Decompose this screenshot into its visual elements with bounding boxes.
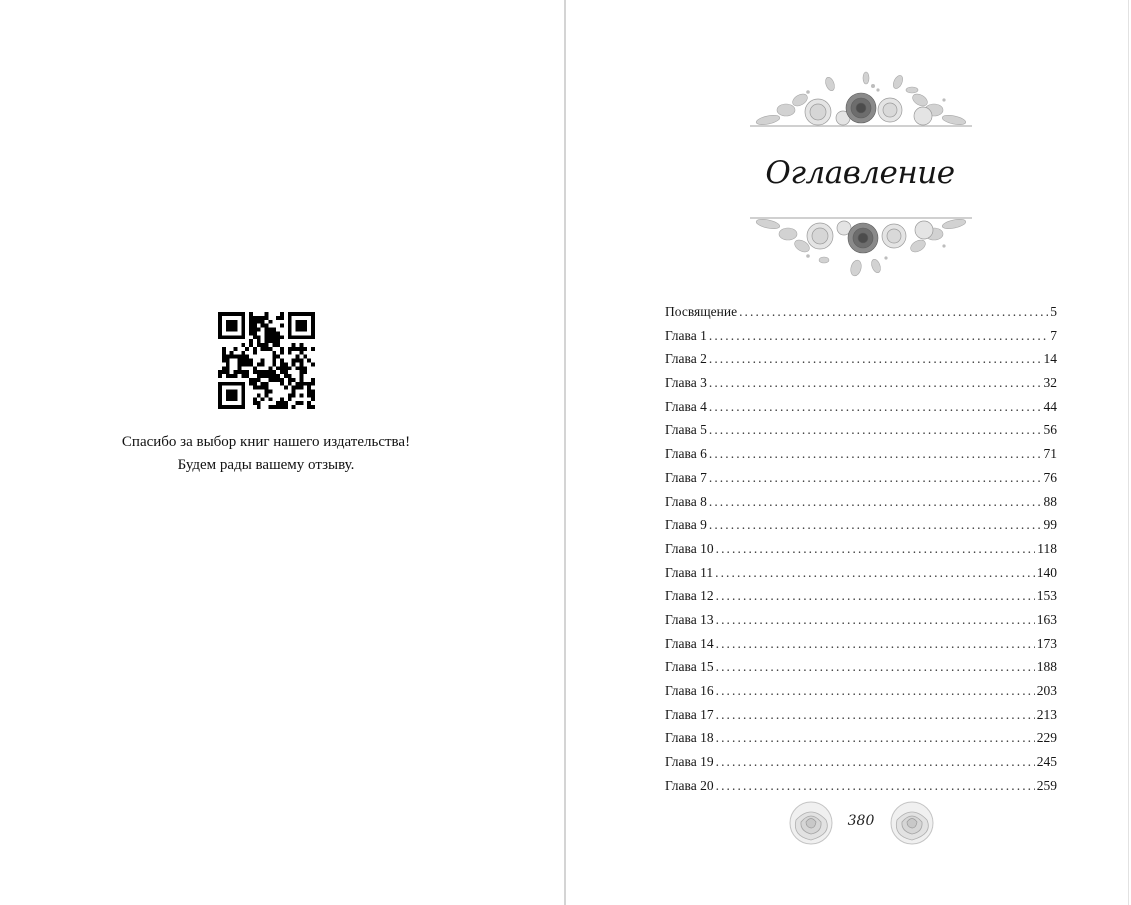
toc-entry-page: 259 [1036, 777, 1057, 793]
toc-entry-page: 71 [1043, 446, 1057, 462]
toc-entry-page: 44 [1043, 398, 1057, 414]
toc-entry-label: Глава 3 [665, 375, 707, 391]
toc-entry-page: 229 [1036, 730, 1057, 746]
floral-ornament-icon [748, 212, 974, 278]
toc-entry-label: Глава 10 [665, 540, 714, 556]
toc-leader-dots [716, 703, 1035, 727]
toc-entry-label: Глава 17 [665, 706, 714, 722]
toc-entry-page: 163 [1036, 611, 1057, 627]
toc-leader-dots [716, 679, 1035, 703]
toc-entry[interactable] [665, 655, 1057, 679]
toc-entry-label: Посвящение [665, 304, 738, 319]
toc-entry-label: Глава 4 [665, 398, 707, 414]
toc-entry[interactable] [665, 584, 1057, 608]
toc-leader-dots [709, 442, 1042, 466]
toc-entry-label: Глава 5 [665, 422, 707, 438]
toc-entry-page: 56 [1043, 422, 1057, 438]
toc-entry[interactable] [665, 324, 1057, 348]
toc-entry-label: Глава 9 [665, 517, 707, 533]
toc-entry[interactable] [665, 442, 1057, 466]
thanks-line-1: Спасибо за выбор книг нашего издательства! [121, 434, 411, 450]
toc-entry[interactable] [665, 750, 1057, 774]
toc-leader-dots [716, 774, 1035, 798]
thanks-line-2: Будем рады вашему отзыву. [177, 457, 355, 473]
toc-leader-dots [716, 726, 1035, 750]
toc-entry-page: 7 [1050, 327, 1057, 343]
toc-leader-dots [716, 655, 1035, 679]
left-page [0, 0, 564, 905]
toc-entry-page: 76 [1043, 469, 1057, 485]
toc-entry-label: Глава 7 [665, 469, 707, 485]
toc-entry[interactable] [665, 466, 1057, 490]
toc-entry[interactable] [665, 703, 1057, 727]
toc-leader-dots [709, 371, 1042, 395]
toc-entry-label: Глава 20 [665, 777, 714, 793]
toc-entry[interactable] [665, 513, 1057, 537]
toc-entry-label: Глава 18 [665, 730, 714, 746]
toc-leader-dots [716, 750, 1035, 774]
rose-icon [788, 800, 834, 846]
toc-entry-page: 173 [1036, 635, 1057, 651]
toc-entry-page: 5 [1050, 304, 1057, 319]
toc-entry-label: Глава 8 [665, 493, 707, 509]
toc-entry[interactable] [665, 371, 1057, 395]
toc-entry[interactable] [665, 395, 1057, 419]
toc-leader-dots [709, 324, 1048, 348]
toc-entry-page: 188 [1036, 659, 1057, 675]
toc-entry-page: 88 [1043, 493, 1057, 509]
toc-entry-page: 245 [1036, 754, 1057, 770]
toc-leader-dots [716, 632, 1035, 656]
rose-icon [889, 800, 935, 846]
toc-leader-dots [715, 561, 1035, 585]
toc-entry-label: Глава 6 [665, 446, 707, 462]
toc-entry-page: 14 [1043, 351, 1057, 367]
page-edge [1128, 0, 1129, 905]
toc-entry-label: Глава 16 [665, 683, 714, 698]
toc-entry[interactable] [665, 561, 1057, 585]
toc-entry[interactable] [665, 537, 1057, 561]
toc-leader-dots [709, 466, 1042, 490]
toc-entry[interactable] [665, 679, 1057, 703]
toc-leader-dots [716, 584, 1035, 608]
toc-leader-dots [716, 608, 1035, 632]
toc-entry-label: Глава 11 [665, 564, 714, 580]
toc-entry-page: 140 [1036, 564, 1057, 580]
toc-entry-label: Глава 19 [665, 754, 714, 770]
toc-entry[interactable] [665, 347, 1057, 371]
toc-entry-page: 32 [1043, 375, 1057, 391]
toc-entry-label: Глава 2 [665, 351, 707, 367]
toc-entry-page: 118 [1037, 540, 1057, 556]
thanks-message [64, 431, 468, 477]
toc-entry-label: Глава 13 [665, 611, 714, 627]
toc-entry-page: 213 [1036, 706, 1057, 722]
table-of-contents [665, 300, 1057, 797]
toc-entry-label: Глава 15 [665, 659, 714, 675]
toc-entry[interactable] [665, 608, 1057, 632]
toc-entry-label: Глава 14 [665, 635, 714, 651]
toc-leader-dots [716, 537, 1036, 561]
page-number: 380 [847, 813, 875, 829]
toc-entry-label: Глава 12 [665, 588, 714, 604]
toc-leader-dots [709, 347, 1042, 371]
floral-ornament-icon [748, 70, 974, 134]
toc-entry[interactable] [665, 490, 1057, 514]
toc-entry-page: 203 [1036, 683, 1057, 698]
toc-entry[interactable] [665, 774, 1057, 798]
toc-leader-dots [709, 490, 1042, 514]
page-title: Оглавление [765, 155, 955, 191]
toc-entry[interactable] [665, 418, 1057, 442]
toc-entry-page: 99 [1043, 517, 1057, 533]
toc-leader-dots [709, 395, 1042, 419]
toc-leader-dots [709, 513, 1042, 537]
toc-leader-dots [709, 418, 1042, 442]
toc-entry-page: 153 [1036, 588, 1057, 604]
qr-code-icon[interactable] [218, 312, 315, 409]
toc-leader-dots [739, 300, 1048, 324]
toc-entry-label: Глава 1 [665, 327, 707, 343]
toc-entry[interactable] [665, 300, 1057, 324]
toc-entry[interactable] [665, 632, 1057, 656]
toc-entry[interactable] [665, 726, 1057, 750]
